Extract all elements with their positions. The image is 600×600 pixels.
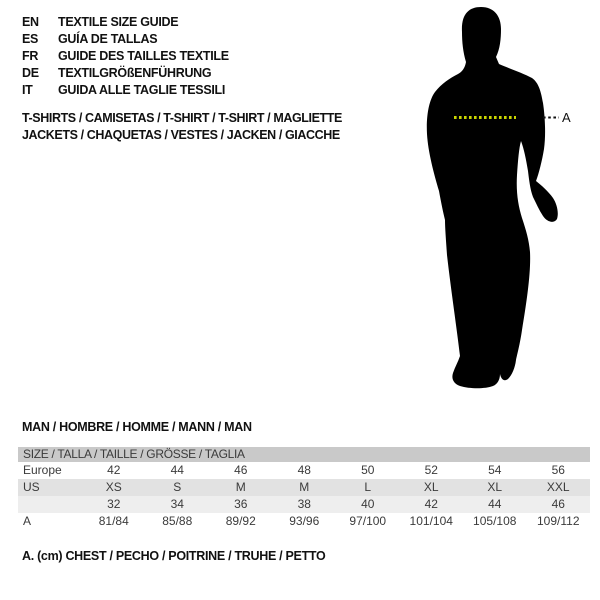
language-code: FR <box>22 49 39 63</box>
table-cell: S <box>173 480 182 494</box>
language-code: DE <box>22 66 39 80</box>
language-row <box>22 48 229 65</box>
silhouette-svg <box>400 0 600 410</box>
language-code: EN <box>22 15 39 29</box>
table-cell: 42 <box>424 497 438 511</box>
category-lines <box>22 110 342 144</box>
table-cell: 44 <box>170 463 184 477</box>
table-cell: 85/88 <box>162 514 193 528</box>
row-label <box>18 496 82 513</box>
man-silhouette <box>427 7 558 388</box>
table-cell: 52 <box>424 463 438 477</box>
language-code: ES <box>22 32 39 46</box>
man-silhouette-figure <box>400 0 600 410</box>
section-heading-man: MAN / HOMBRE / HOMME / MANN / MAN <box>22 420 252 434</box>
size-table-header: SIZE / TALLA / TAILLE / GRÖSSE / TAGLIA <box>18 447 590 462</box>
table-cell: 81/84 <box>98 514 129 528</box>
table-row-us <box>18 479 590 496</box>
category-line-jackets: JACKETS / CHAQUETAS / VESTES / JACKEN / GIACCHE <box>22 128 340 142</box>
language-row <box>22 65 229 82</box>
table-row-us-numeric <box>18 496 590 513</box>
table-cell: 44 <box>488 497 502 511</box>
language-title-list <box>22 14 229 99</box>
table-cell: XS <box>105 480 122 494</box>
table-cell: 32 <box>107 497 121 511</box>
measure-label-a: A <box>562 110 571 125</box>
table-cell: 42 <box>107 463 121 477</box>
table-cell: 36 <box>234 497 248 511</box>
table-cell: 105/108 <box>473 514 517 528</box>
table-cell: M <box>235 480 246 494</box>
table-cell: XXL <box>546 480 570 494</box>
language-row <box>22 82 229 99</box>
table-cell: 54 <box>488 463 502 477</box>
table-cell: 38 <box>297 497 311 511</box>
language-title: TEXTILGRÖßENFÜHRUNG <box>58 66 212 80</box>
table-cell: 56 <box>551 463 565 477</box>
row-label: Europe <box>23 463 62 477</box>
table-cell: 109/112 <box>537 514 580 528</box>
table-cell: XL <box>423 480 439 494</box>
row-label: A <box>23 514 32 528</box>
table-cell: 46 <box>551 497 565 511</box>
table-cell: M <box>299 480 310 494</box>
table-cell: 97/100 <box>349 514 387 528</box>
language-title: TEXTILE SIZE GUIDE <box>58 15 179 29</box>
language-row <box>22 31 229 48</box>
language-title: GUIDA ALLE TAGLIE TESSILI <box>58 83 226 97</box>
table-cell: 34 <box>170 497 184 511</box>
size-table <box>18 447 590 530</box>
language-code: IT <box>22 83 33 97</box>
language-title: GUIDE DES TAILLES TEXTILE <box>58 49 229 63</box>
category-line-tshirts: T-SHIRTS / CAMISETAS / T-SHIRT / T-SHIRT / MAGLIETTE <box>22 111 342 125</box>
row-label: US <box>23 480 40 494</box>
table-cell: 46 <box>234 463 248 477</box>
table-cell: XL <box>487 480 503 494</box>
table-cell: 93/96 <box>289 514 320 528</box>
table-cell: 101/104 <box>409 514 453 528</box>
measurement-footnote: A. (cm) CHEST / PECHO / POITRINE / TRUHE / PETTO <box>22 549 326 563</box>
language-title: GUÍA DE TALLAS <box>58 32 158 46</box>
table-cell: 40 <box>361 497 375 511</box>
table-cell: 50 <box>361 463 375 477</box>
language-row <box>22 14 229 31</box>
table-cell: L <box>364 480 372 494</box>
table-cell: 89/92 <box>225 514 256 528</box>
table-row-chest <box>18 513 590 530</box>
table-row-europe <box>18 462 590 479</box>
table-cell: 48 <box>297 463 311 477</box>
